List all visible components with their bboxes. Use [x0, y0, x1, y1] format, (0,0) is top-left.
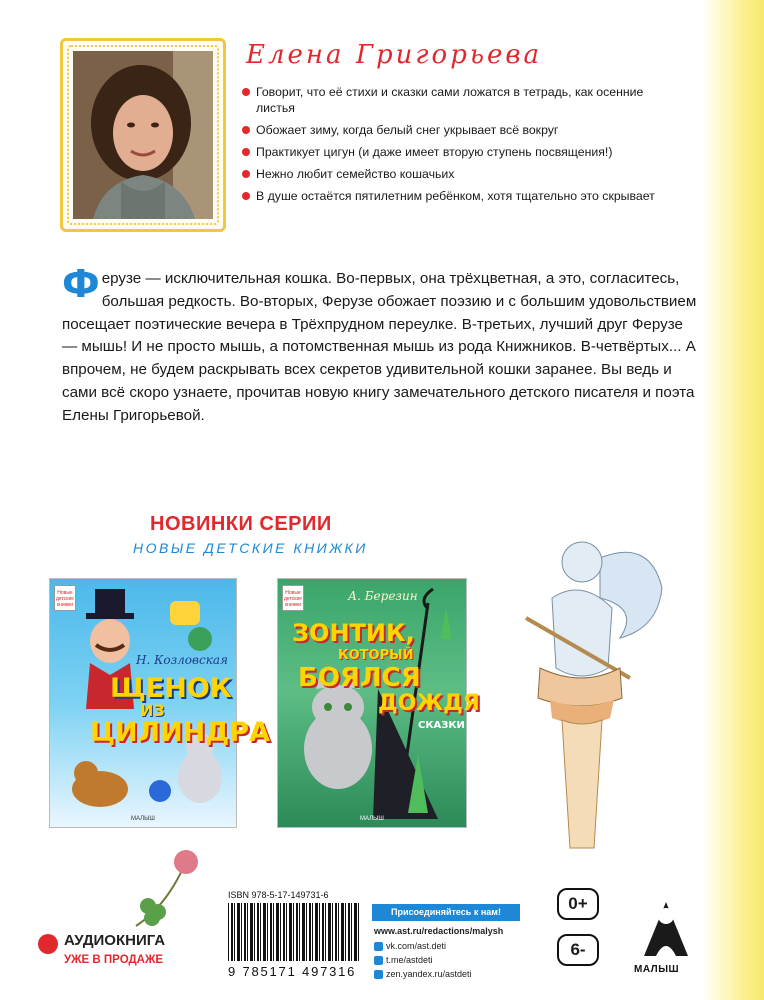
yellow-side-strip — [702, 0, 764, 1000]
age-rating-badge: 6- — [557, 934, 599, 966]
age-rating-badge: 0+ — [557, 888, 599, 920]
social-link-telegram[interactable] — [374, 955, 433, 965]
social-link-zen[interactable] — [374, 969, 472, 979]
author-photo — [73, 51, 213, 219]
clover-illustration — [126, 846, 216, 936]
book-cover-puppy[interactable] — [49, 578, 270, 828]
social-link-text: t.me/astdeti — [386, 955, 433, 965]
series-subtitle: НОВЫЕ ДЕТСКИЕ КНИЖКИ — [133, 540, 368, 556]
social-link-vk[interactable] — [374, 941, 446, 951]
book-publisher: МАЛЫШ — [131, 816, 155, 822]
author-facts-list — [242, 84, 682, 210]
social-link-text: vk.com/ast.deti — [386, 941, 447, 951]
author-fact: В душе остаётся пятилетним ребёнком, хотя тщательно это скрывает — [242, 188, 682, 204]
social-link-text: zen.yandex.ru/astdeti — [386, 969, 472, 979]
author-portrait-image — [73, 51, 213, 219]
isbn-label: ISBN 978-5-17-149731-6 — [228, 890, 329, 900]
publisher-logo-icon — [636, 896, 696, 962]
series-badge: Новые детские книжки — [54, 585, 76, 611]
book-subtitle: СКАЗКИ — [418, 720, 465, 731]
cupid-statue-illustration — [490, 518, 670, 858]
book-cover-umbrella[interactable] — [277, 578, 480, 828]
series-badge: Новые детские книжки — [282, 585, 304, 611]
description-text: ерузе — исключительная кошка. Во-первых, она трёхцветная, а это, согласитесь, большая редкость. Во-вторых, Ферузе обожает поэзию и с большим удовольствием посещает поэтические вечера в Трёхпрудном переулке. В-третьих, лучший друг Ферузе — мышь! И не просто мышь, а потомственная мышь из рода Книжников. В-четвёртых... А впрочем, не будем раскрывать всех секретов удивительной кошки заранее. Вы ведь и сами всё скоро узнаете, прочитав новую книгу замечательного детского писателя и поэта Елены Григорьевой. — [62, 270, 697, 424]
zen-icon — [374, 970, 383, 979]
author-fact: Нежно любит семейство кошачьих — [242, 166, 682, 182]
barcode-image — [228, 903, 360, 961]
publisher-link[interactable]: www.ast.ru/redactions/malysh — [374, 926, 504, 936]
audiobook-icon — [38, 934, 58, 954]
join-us-banner: Присоединяйтесь к нам! — [372, 904, 520, 921]
series-title: НОВИНКИ СЕРИИ — [150, 513, 332, 535]
book-title-line: КОТОРЫЙ — [338, 648, 414, 663]
book-title-line: ДОЖДЯ — [378, 691, 480, 716]
telegram-icon — [374, 956, 383, 965]
book-description — [62, 262, 702, 428]
publisher-name: МАЛЫШ — [634, 964, 680, 975]
author-fact: Практикует цигун (и даже имеет вторую ступень посвящения!) — [242, 144, 682, 160]
author-photo-frame — [60, 38, 226, 232]
book-title-line: ЦИЛИНДРА — [90, 717, 270, 748]
book-title-line: ЗОНТИК, — [292, 619, 415, 647]
audiobook-subtitle: УЖЕ В ПРОДАЖЕ — [64, 954, 164, 966]
barcode-number: 9 785171 497316 — [228, 964, 357, 979]
book-title-line: БОЯЛСЯ — [298, 663, 421, 693]
book-author: А. Березин — [348, 589, 418, 603]
audiobook-title: АУДИОКНИГА — [64, 932, 166, 949]
vk-icon — [374, 942, 383, 951]
book-title-line: ЩЕНОК — [110, 673, 232, 704]
drop-cap: Ф — [62, 262, 100, 306]
author-name: Елена Григорьева — [246, 40, 543, 70]
book-title-line: ИЗ — [140, 701, 165, 720]
book-publisher: МАЛЫШ — [360, 816, 384, 822]
author-fact: Обожает зиму, когда белый снег укрывает всё вокруг — [242, 122, 682, 138]
book-author: Н. Козловская — [136, 653, 228, 667]
author-fact: Говорит, что её стихи и сказки сами ложатся в тетрадь, как осенние листья — [242, 84, 682, 116]
